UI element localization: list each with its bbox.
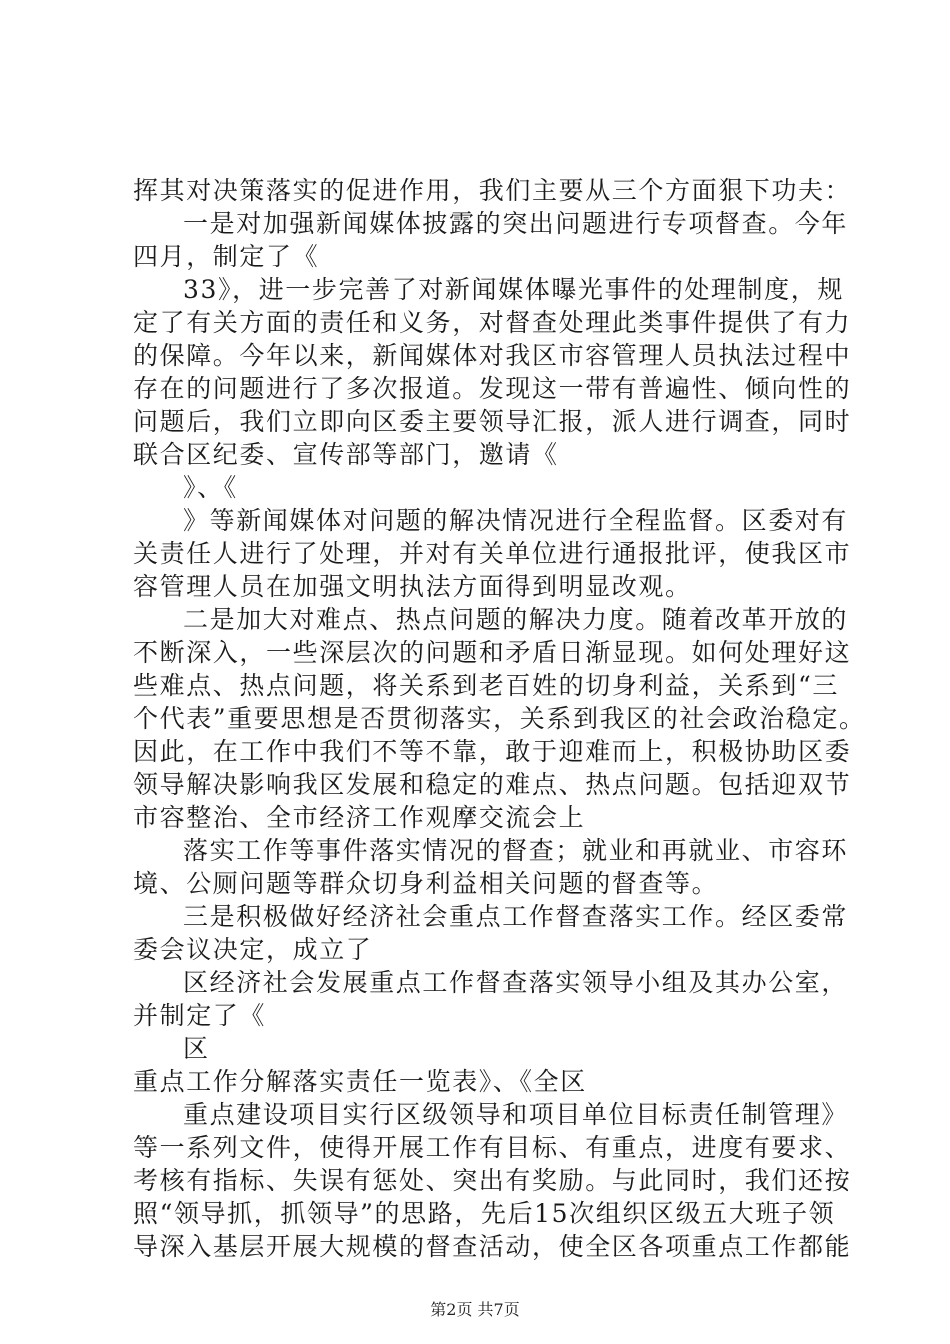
text-line: 照“领导抓，抓领导”的思路，先后15次组织区级五大班子领: [133, 1199, 836, 1228]
text-line: 委会议决定，成立了: [133, 935, 373, 964]
text-line: 落实工作等事件落实情况的督查；就业和再就业、市容环: [183, 836, 849, 865]
text-line: 存在的问题进行了多次报道。发现这一带有普遍性、倾向性的: [133, 374, 852, 403]
text-line: 二是加大对难点、热点问题的解决力度。随着改革开放的: [183, 605, 849, 634]
text-line: 问题后，我们立即向区委主要领导汇报，派人进行调查，同时: [133, 407, 852, 436]
text-line: 四月，制定了《: [133, 242, 320, 271]
text-line: 关责任人进行了处理，并对有关单位进行通报批评，使我区市: [133, 539, 852, 568]
text-line: 境、公厕问题等群众切身利益相关问题的督查等。: [133, 869, 719, 898]
text-line: 》等新闻媒体对问题的解决情况进行全程监督。区委对有: [183, 506, 849, 535]
text-line: 容管理人员在加强文明执法方面得到明显改观。: [133, 572, 692, 601]
text-line: 挥其对决策落实的促进作用，我们主要从三个方面狠下功夫：: [133, 176, 852, 205]
text-line: 33》，进一步完善了对新闻媒体曝光事件的处理制度，规: [183, 275, 844, 304]
text-line: 区经济社会发展重点工作督查落实领导小组及其办公室，: [183, 968, 849, 997]
text-line: 等一系列文件，使得开展工作有目标、有重点，进度有要求、: [133, 1133, 852, 1162]
text-line: 领导解决影响我区发展和稳定的难点、热点问题。包括迎双节: [133, 770, 852, 799]
text-line: 区: [183, 1034, 210, 1063]
text-line: 并制定了《: [133, 1001, 267, 1030]
text-line: 些难点、热点问题，将关系到老百姓的切身利益，关系到“三: [133, 671, 839, 700]
text-line: 的保障。今年以来，新闻媒体对我区市容管理人员执法过程中: [133, 341, 852, 370]
text-line: 重点建设项目实行区级领导和项目单位目标责任制管理》: [183, 1100, 849, 1129]
text-line: 一是对加强新闻媒体披露的突出问题进行专项督查。今年: [183, 209, 849, 238]
text-line: 因此，在工作中我们不等不靠，敢于迎难而上，积极协助区委: [133, 737, 852, 766]
text-line: 不断深入，一些深层次的问题和矛盾日渐显现。如何处理好这: [133, 638, 852, 667]
text-line: 重点工作分解落实责任一览表》、《全区: [133, 1067, 587, 1096]
text-line: 》、《: [183, 473, 238, 502]
text-line: 三是积极做好经济社会重点工作督查落实工作。经区委常: [183, 902, 849, 931]
text-line: 考核有指标、失误有惩处、突出有奖励。与此同时，我们还按: [133, 1166, 852, 1195]
text-line: 联合区纪委、宣传部等部门，邀请《: [133, 440, 559, 469]
text-line: 定了有关方面的责任和义务，对督查处理此类事件提供了有力: [133, 308, 852, 337]
text-line: 市容整治、全市经济工作观摩交流会上: [133, 803, 586, 832]
text-line: 导深入基层开展大规模的督查活动，使全区各项重点工作都能: [133, 1232, 852, 1261]
text-line: 个代表”重要思想是否贯彻落实，关系到我区的社会政治稳定。: [133, 704, 866, 733]
page-number-footer: 第2页 共7页: [430, 1300, 520, 1319]
